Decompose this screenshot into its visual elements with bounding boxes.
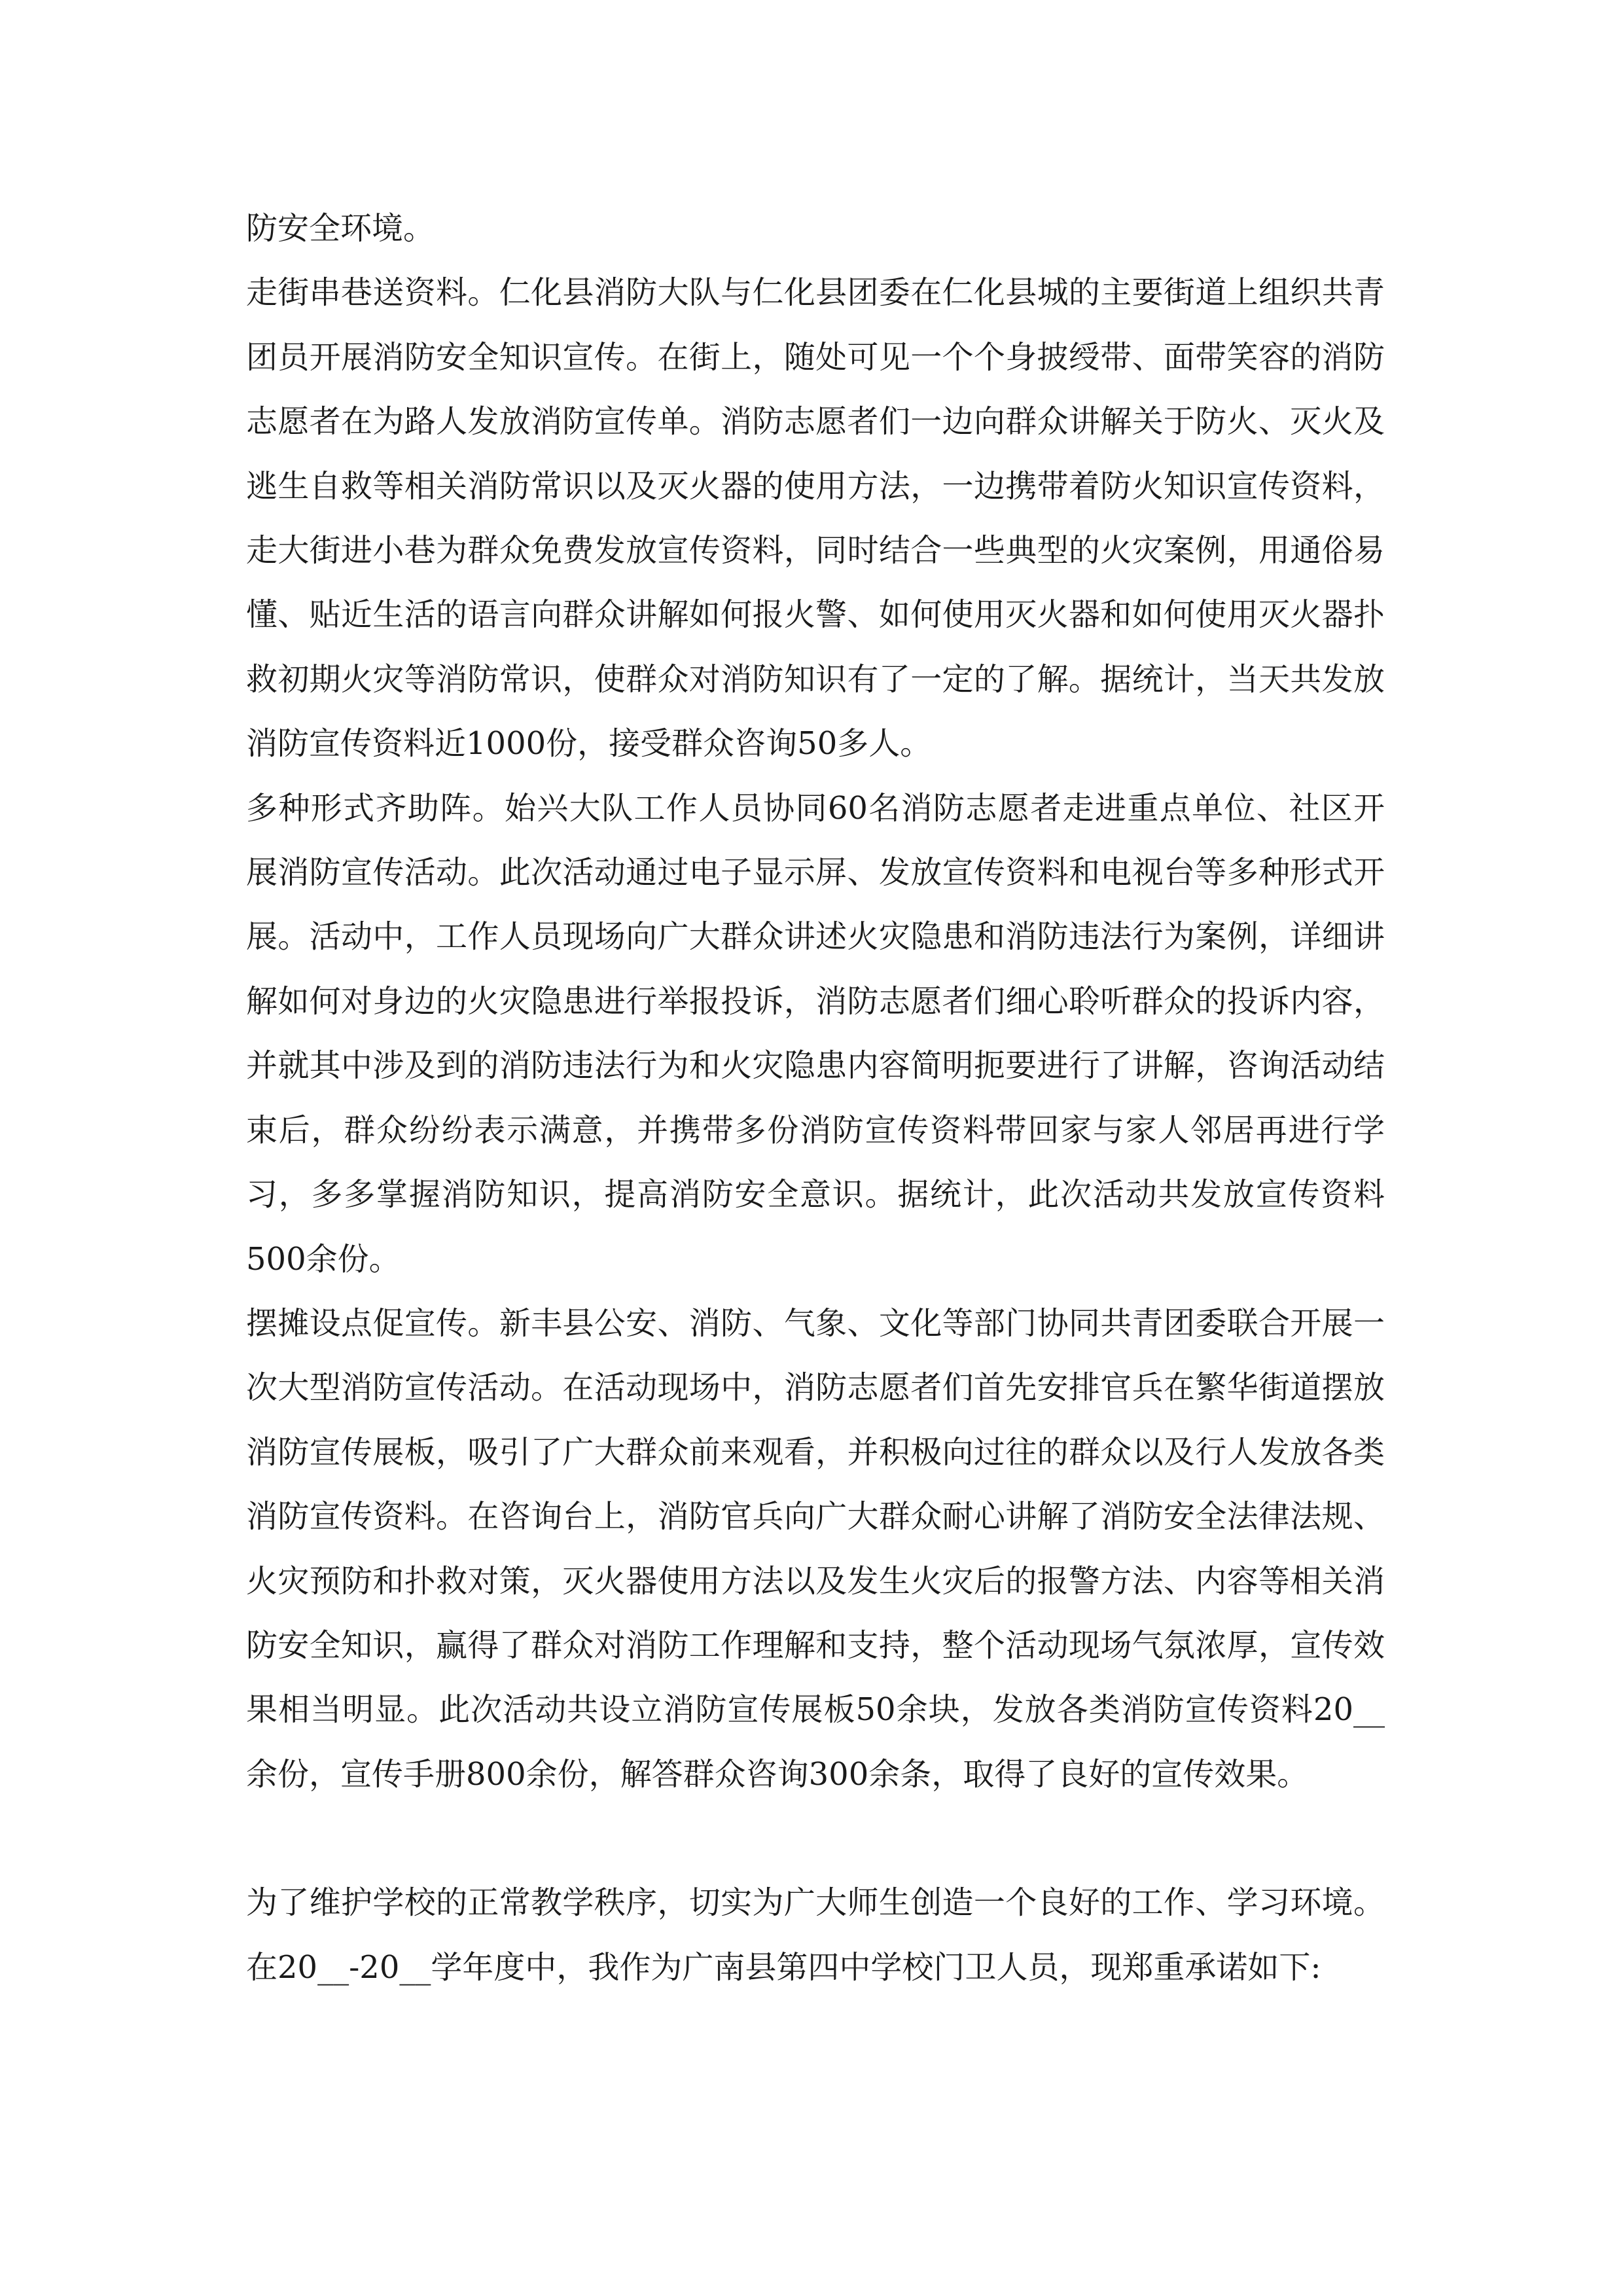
paragraph-street-campaign: 走街串巷送资料。仁化县消防大队与仁化县团委在仁化县城的主要街道上组织共青团员开展消防安全知识宣传。在街上，随处可见一个个身披绶带、面带笑容的消防志愿者在为路人发放消防宣传单。消防志愿者们一边向群众讲解关于防火、灭火及逃生自救等相关消防常识以及灭火器的使用方法，一边携带着防火知识宣传资料，走大街进小巷为群众免费发放宣传资料，同时结合一些典型的火灾案例，用通俗易懂、贴近生活的语言向群众讲解如何报火警、如何使用灭火器和如何使用灭火器扑救初期火灾等消防常识，使群众对消防知识有了一定的了解。据统计，当天共发放消防宣传资料近1000份，接受群众咨询50多人。 <box>246 274 1385 762</box>
paragraph-booth-campaign: 摆摊设点促宣传。新丰县公安、消防、气象、文化等部门协同共青团委联合开展一次大型消防宣传活动。在活动现场中，消防志愿者们首先安排官兵在繁华街道摆放消防宣传展板，吸引了广大群众前来观看，并积极向过往的群众以及行人发放各类消防宣传资料。在咨询台上，消防官兵向广大群众耐心讲解了消防安全法律法规、火灾预防和扑救对策，灭火器使用方法以及发生火灾后的报警方法、内容等相关消防安全知识，赢得了群众对消防工作理解和支持，整个活动现场气氛浓厚，宣传效果相当明显。此次活动共设立消防宣传展板50余块，发放各类消防宣传资料20__余份，宣传手册800余份，解答群众咨询300余条，取得了良好的宣传效果。 <box>246 1304 1385 1793</box>
paragraph-school-pledge: 为了维护学校的正常教学秩序，切实为广大师生创造一个良好的工作、学习环境。在20__-20__学年度中，我作为广南县第四中学校门卫人员，现郑重承诺如下: <box>246 1884 1385 1986</box>
section-gap <box>246 1806 1385 1871</box>
document-body <box>246 196 1385 2000</box>
paragraph-multi-form-campaign: 多种形式齐助阵。始兴大队工作人员协同60名消防志愿者走进重点单位、社区开展消防宣传活动。此次活动通过电子显示屏、发放宣传资料和电视台等多种形式开展。活动中，工作人员现场向广大群众讲述火灾隐患和消防违法行为案例，详细讲解如何对身边的火灾隐患进行举报投诉，消防志愿者们细心聆听群众的投诉内容，并就其中涉及到的消防违法行为和火灾隐患内容简明扼要进行了讲解，咨询活动结束后，群众纷纷表示满意，并携带多份消防宣传资料带回家与家人邻居再进行学习，多多掌握消防知识，提高消防安全意识。据统计，此次活动共发放宣传资料500余份。 <box>246 789 1385 1278</box>
paragraph-continuation: 防安全环境。 <box>246 210 435 247</box>
